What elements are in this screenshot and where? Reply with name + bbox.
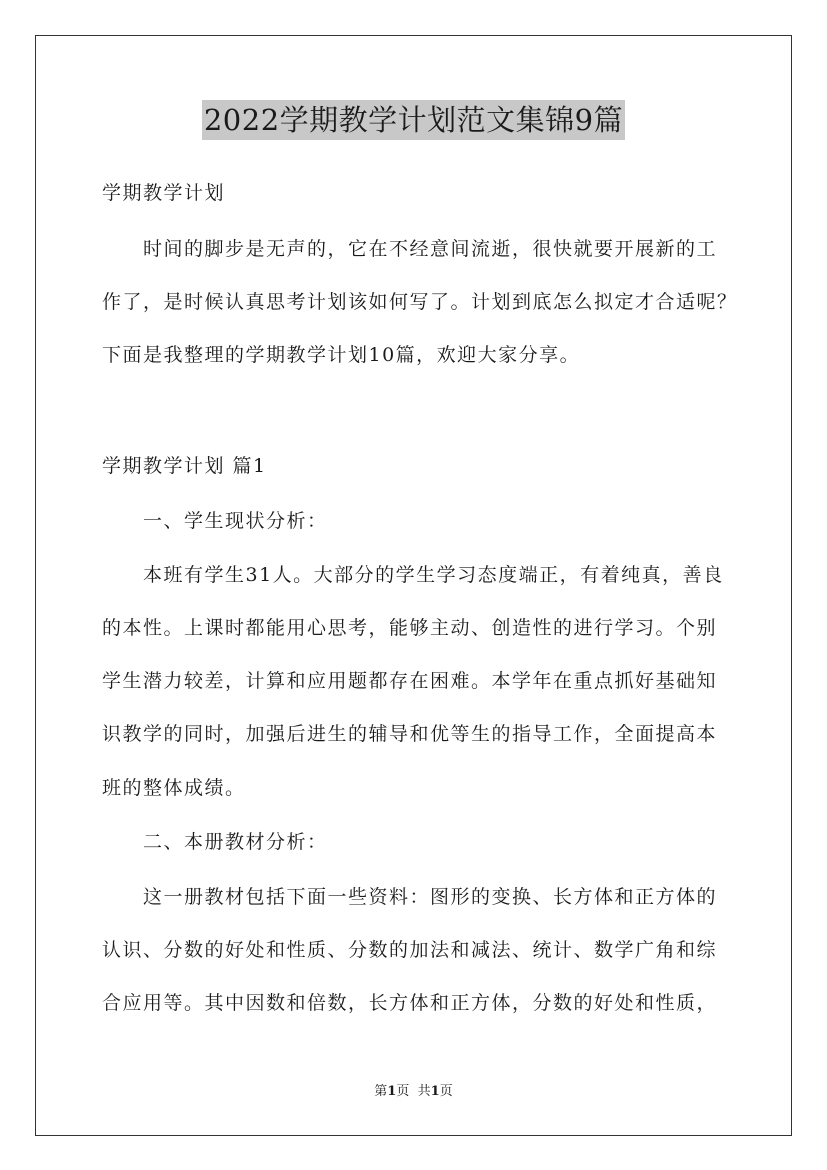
paragraph-line: 学生潜力较差，计算和应用题都存在困难。本学年在重点抓好基础知: [102, 670, 718, 692]
footer-total-number: 1: [430, 1084, 440, 1099]
footer-page-number: 1: [387, 1084, 397, 1099]
paragraph-line: 作了，是时候认真思考计划该如何写了。计划到底怎么拟定才合适呢？: [102, 291, 738, 313]
paragraph-line: 本班有学生31人。大部分的学生学习态度端正，有着纯真，善良: [143, 564, 724, 586]
paragraph-line: 识教学的同时，加强后进生的辅导和优等生的指导工作，全面提高本: [102, 723, 718, 745]
paragraph-line: 的本性。上课时都能用心思考，能够主动、创造性的进行学习。个别: [102, 617, 718, 639]
paragraph-line: 合应用等。其中因数和倍数，长方体和正方体，分数的好处和性质，: [102, 992, 718, 1014]
footer-page-label: 第: [374, 1084, 388, 1099]
paragraph-line: 班的整体成绩。: [102, 777, 246, 799]
paragraph-line: 时间的脚步是无声的，它在不经意间流逝，很快就要开展新的工: [143, 238, 718, 260]
paragraph-line: 下面是我整理的学期教学计划10篇，欢迎大家分享。: [102, 344, 581, 366]
page-footer: [0, 1083, 827, 1101]
subheading: 一、学生现状分析：: [143, 510, 328, 532]
section-heading: 学期教学计划: [102, 182, 226, 204]
document-title: 2022学期教学计划范文集锦9篇: [202, 100, 625, 140]
footer-page-suffix: 页: [396, 1084, 410, 1099]
section-heading: 学期教学计划 篇1: [102, 455, 267, 477]
paragraph-line: 认识、分数的好处和性质、分数的加法和减法、统计、数学广角和综: [102, 939, 718, 961]
subheading: 二、本册教材分析：: [143, 831, 328, 853]
footer-total-suffix: 页: [439, 1084, 453, 1099]
footer-total-label: 共: [417, 1084, 431, 1099]
paragraph-line: 这一册教材包括下面一些资料：图形的变换、长方体和正方体的: [143, 886, 718, 908]
title-container: [0, 100, 827, 140]
